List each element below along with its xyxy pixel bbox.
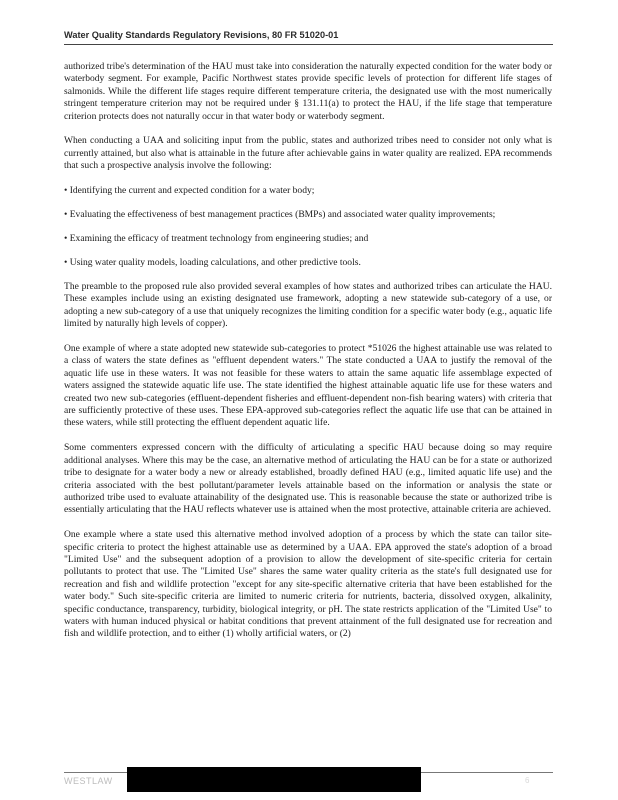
redaction-bar	[127, 767, 421, 792]
paragraph-uaa-input: When conducting a UAA and soliciting input from the public, states and authorized tribes need to consider not only what is currently attained, but also what is attainable in the future after achievable gains in water quality are realized. EPA recommends that such a prospective analysis involve the following:	[64, 135, 552, 172]
page-number: 6	[525, 776, 530, 785]
bullet-item: • Identifying the current and expected condition for a water body;	[64, 185, 315, 197]
bullet-item: • Using water quality models, loading calculations, and other predictive tools.	[64, 257, 361, 269]
paragraph-commenters-concern: Some commenters expressed concern with the difficulty of articulating a specific HAU because doing so may require additional analyses. Where this may be the case, an alternative method of articulating the HAU can be for a state or authorized tribe to designate for a water body a new or already established, broadly defined HAU (e.g., limited aquatic life use) and the criteria associated with the best pollutant/parameter levels attainable based on the information or analysis the state or authorized tribe used to evaluate attainability of the designated use. This is reasonable because the state or authorized tribe is essentially articulating that the HAU reflects whatever use is attained when the most protective, attainable criteria are achieved.	[64, 442, 552, 516]
bullet-item: • Examining the efficacy of treatment technology from engineering studies; and	[64, 233, 369, 245]
westlaw-logo: WESTLAW	[64, 776, 113, 786]
paragraph-limited-use-example: One example where a state used this alternative method involved adoption of a process by which the state can tailor site-specific criteria to protect the highest attainable use as determined by a UAA. EPA approved the state's adoption of a broad "Limited Use" and the subsequent adoption of a provision to allow the development of site-specific criteria for certain pollutants to protect that use. The "Limited Use" shares the same water quality criteria as the state's full designated use for recreation and fish and wildlife protection "except for any site-specific alternative criteria that have been established for the water body." Such site-specific criteria are limited to numeric criteria for nutrients, bacteria, dissolved oxygen, alkalinity, specific conductance, transparency, turbidity, biological integrity, or pH. The state restricts application of the "Limited Use" to waters with human induced physical or habitat conditions that prevent attainment of the full designated use for recreation and fish and wildlife protection, and to either (1) wholly artificial waters, or (2)	[64, 529, 552, 640]
paragraph-effluent-example: One example of where a state adopted new statewide sub-categories to protect *51026 the highest attainable use was related to a class of waters the state defines as "effluent dependent waters." The state conducted a UAA to justify the removal of the aquatic life use in these waters. It was not feasible for these waters to attain the same aquatic life assemblage expected of waters assigned the statewide aquatic life use. The state identified the highest attainable aquatic life use for these waters and created two new sub-categories (effluent-dependent fisheries and effluent-dependent non-fish bearing waters) with criteria that are sufficiently protective of these uses. These EPA-approved sub-categories reflect the aquatic life use that can be attained in these waters, while still protecting the effluent dependent aquatic life.	[64, 343, 552, 429]
paragraph-preamble-examples: The preamble to the proposed rule also provided several examples of how states and authorized tribes can articulate the HAU. These examples include using an existing designated use framework, adopting a new statewide sub-category of a use, or adopting a new sub-category of a use that uniquely recognizes the limiting condition for a specific water body (e.g., aquatic life limited by naturally high levels of copper).	[64, 281, 552, 330]
paragraph-hau-determination: authorized tribe's determination of the HAU must take into consideration the naturally expected condition for the water body or waterbody segment. For example, Pacific Northwest states provide specific levels of protection for different life stages of salmonids. While the different life stages require different temperature criteria, the designated use with the most numerically stringent temperature criterion may not be required under § 131.11(a) to protect the HAU, if the life stage that temperature criterion protects does not naturally occur in that water body or waterbody segment.	[64, 61, 552, 122]
document-body	[64, 61, 552, 653]
bullet-item: • Evaluating the effectiveness of best management practices (BMPs) and associated water quality improvements;	[64, 209, 496, 221]
header-divider	[64, 44, 553, 45]
document-header: Water Quality Standards Regulatory Revisions, 80 FR 51020-01	[64, 30, 339, 40]
